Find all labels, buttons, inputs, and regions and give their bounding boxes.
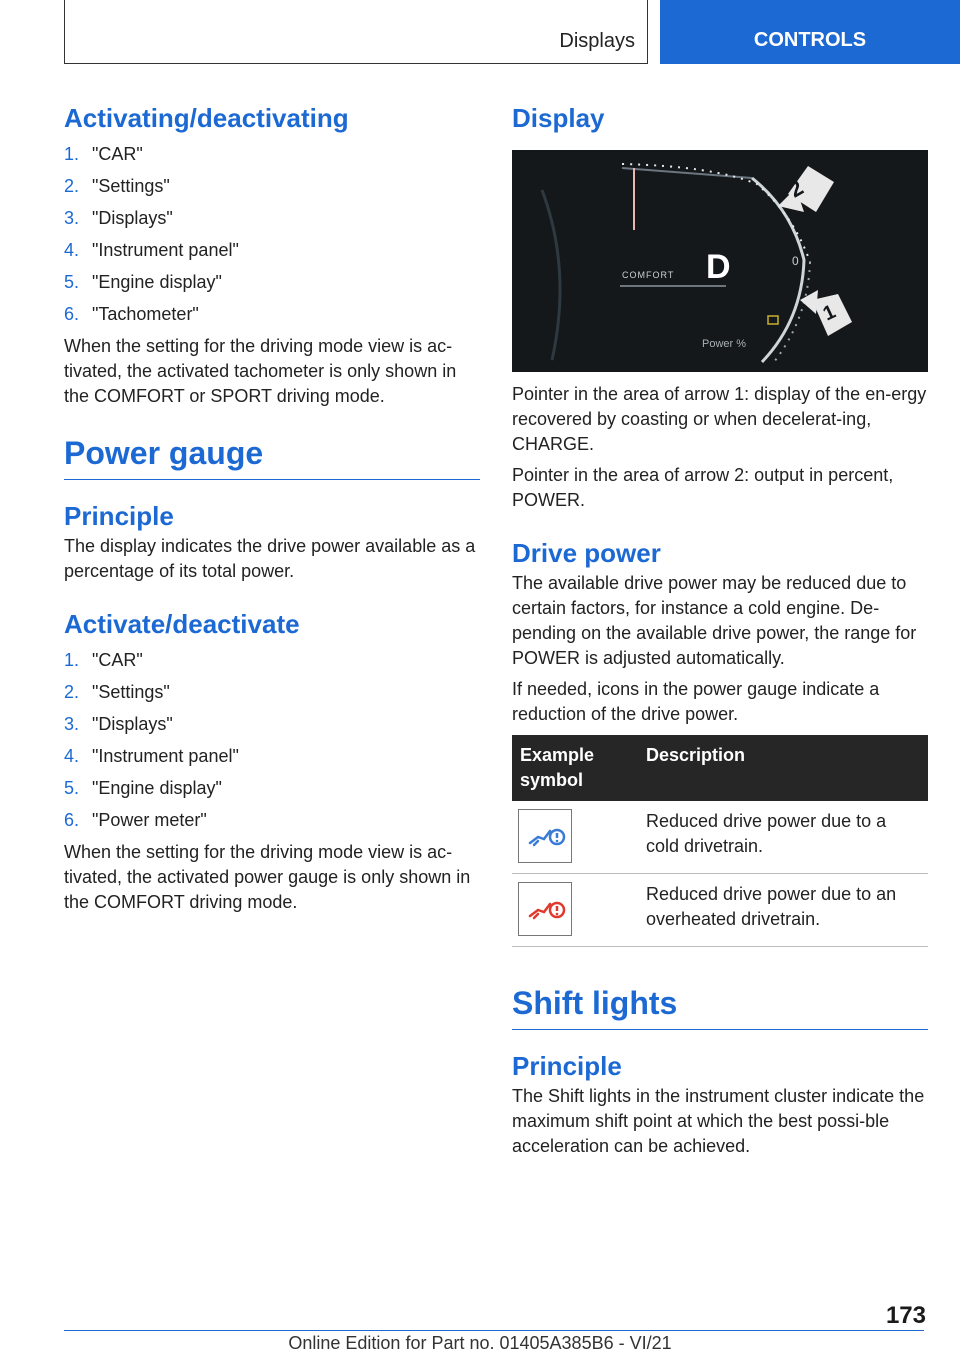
- step-number: 1.: [64, 144, 80, 164]
- list-item: [64, 266, 480, 298]
- step-number: 6.: [64, 810, 80, 830]
- step-text: "CAR": [92, 144, 143, 164]
- list-item: [64, 708, 480, 740]
- step-number: 6.: [64, 304, 80, 324]
- drive-power-icons-text: If needed, icons in the power gauge indicate a reduction of the drive power.: [512, 679, 880, 724]
- power-gauge-note: When the setting for the driving mode view is ac‐tivated, the activated power gauge is only shown in the COMFORT driving mode.: [64, 842, 471, 912]
- step-text: "Engine display": [92, 272, 222, 292]
- list-item: [64, 644, 480, 676]
- step-number: 4.: [64, 240, 80, 260]
- principle-text: The display indicates the drive power available as a percentage of its total power.: [64, 536, 476, 581]
- heading-shift-lights: Shift lights: [512, 981, 928, 1030]
- step-number: 3.: [64, 714, 80, 734]
- list-item: [64, 676, 480, 708]
- step-text: "Instrument panel": [92, 240, 239, 260]
- list-item: [64, 202, 480, 234]
- list-item: [64, 138, 480, 170]
- power-gauge-figure: [512, 150, 928, 372]
- header-section-title: Displays: [559, 30, 635, 52]
- cold-drivetrain-icon: [518, 809, 572, 863]
- column-header-symbol: Example symbol: [512, 735, 638, 801]
- overheated-drivetrain-icon: [518, 882, 572, 936]
- steps-power-meter: [64, 644, 480, 836]
- gear-indicator: D: [706, 248, 731, 286]
- shift-lights-text: The Shift lights in the instrument cluster indicate the maximum shift point at which the best possi‐ble acceleration can be achieved.: [512, 1086, 925, 1156]
- symbol-table: [512, 735, 928, 947]
- header-chapter-tab[interactable]: [660, 0, 960, 64]
- list-item: [64, 234, 480, 266]
- step-text: "Settings": [92, 176, 170, 196]
- heading-drive-power: Drive power: [512, 538, 661, 568]
- step-text: "Displays": [92, 208, 173, 228]
- tachometer-note: When the setting for the driving mode view is ac‐tivated, the activated tachometer is only shown in the COMFORT or SPORT driving mode.: [64, 336, 457, 406]
- step-number: 4.: [64, 746, 80, 766]
- description-cell: Reduced drive power due to a cold drivetrain.: [638, 801, 928, 874]
- arrow-1-explanation: Pointer in the area of arrow 1: display of the en‐ergy recovered by coasting or when decelerat‐ing, CHARGE.: [512, 384, 927, 454]
- list-item: [64, 772, 480, 804]
- arrow-1-label: 1: [819, 300, 840, 326]
- step-text: "Tachometer": [92, 304, 199, 324]
- step-number: 3.: [64, 208, 80, 228]
- steps-tachometer: [64, 138, 480, 330]
- list-item: [64, 298, 480, 330]
- gauge-zero-label: 0: [792, 254, 799, 268]
- symbol-cell: [512, 874, 638, 947]
- list-item: [64, 740, 480, 772]
- step-number: 2.: [64, 682, 80, 702]
- step-text: "Engine display": [92, 778, 222, 798]
- heading-principle: Principle: [64, 501, 174, 531]
- header-section-box: [64, 0, 648, 64]
- table-row: [512, 874, 928, 947]
- right-column: [512, 100, 928, 1159]
- header-chapter-label: CONTROLS: [753, 29, 867, 51]
- list-item: [64, 170, 480, 202]
- description-cell: Reduced drive power due to an overheated drivetrain.: [638, 874, 928, 947]
- step-text: "Power meter": [92, 810, 207, 830]
- step-text: "Settings": [92, 682, 170, 702]
- column-header-description: Description: [638, 735, 928, 801]
- footer-rule: [64, 1330, 924, 1331]
- left-column: [64, 100, 480, 915]
- table-header-row: [512, 735, 928, 801]
- page-number: 173: [885, 1302, 926, 1329]
- arrow-2-explanation: Pointer in the area of arrow 2: output in percent, POWER.: [512, 465, 894, 510]
- heading-activate-deactivate: Activate/deactivate: [64, 609, 300, 639]
- step-number: 1.: [64, 650, 80, 670]
- heading-power-gauge: Power gauge: [64, 431, 480, 480]
- table-row: [512, 801, 928, 874]
- list-item: [64, 804, 480, 836]
- heading-principle-shift: Principle: [512, 1051, 622, 1081]
- gauge-scale-label: Power %: [702, 338, 747, 350]
- step-number: 2.: [64, 176, 80, 196]
- step-text: "Instrument panel": [92, 746, 239, 766]
- symbol-cell: [512, 801, 638, 874]
- step-number: 5.: [64, 778, 80, 798]
- heading-display: Display: [512, 103, 605, 133]
- step-text: "CAR": [92, 650, 143, 670]
- edition-line: Online Edition for Part no. 01405A385B6 - VI/21: [288, 1333, 672, 1353]
- driving-mode-label: COMFORT: [622, 270, 675, 280]
- step-text: "Displays": [92, 714, 173, 734]
- drive-power-text: The available drive power may be reduced due to certain factors, for instance a cold engine. De‐pending on the available drive power, the range for POWER is adjusted automatically.: [512, 573, 917, 668]
- arrow-2-label: 2: [784, 174, 808, 203]
- step-number: 5.: [64, 272, 80, 292]
- heading-activating-deactivating: Activating/deactivating: [64, 103, 349, 133]
